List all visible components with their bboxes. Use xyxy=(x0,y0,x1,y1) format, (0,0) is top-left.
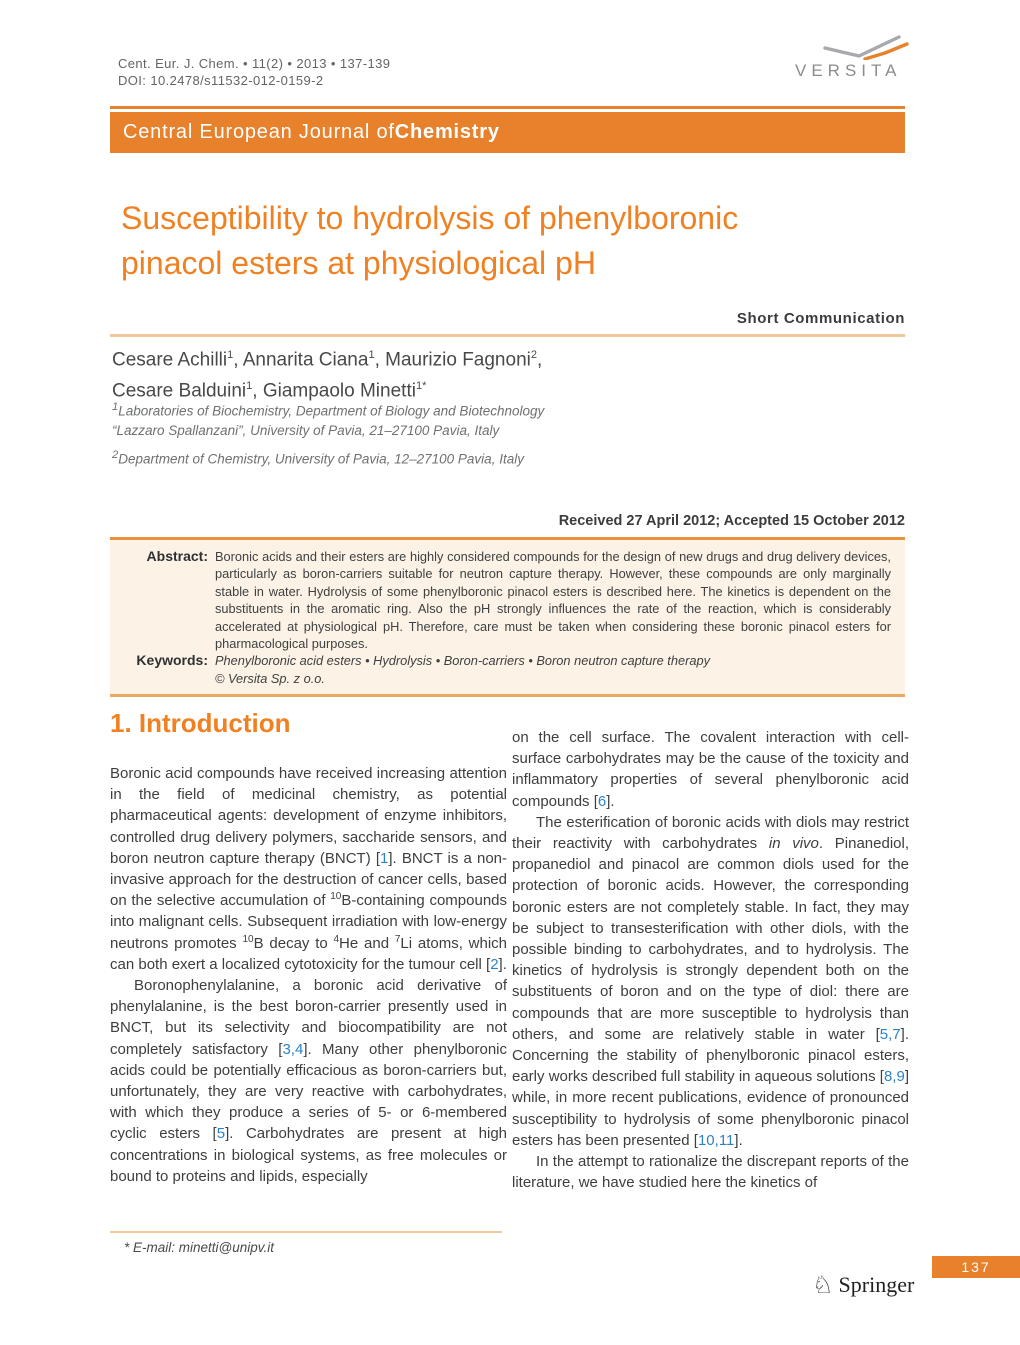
footnote-divider xyxy=(110,1231,502,1233)
article-type-label: Short Communication xyxy=(736,310,905,327)
superscript: 1 xyxy=(227,349,234,361)
springer-logo xyxy=(812,1272,914,1298)
text-run: on the cell surface. The covalent interaction with cell-surface carbohydrates may be the cause of the toxicity and inflammatory properties of several phenylboronic acid compounds [ xyxy=(512,729,909,810)
keywords-list: Phenylboronic acid esters • Hydrolysis • Boron-carriers • Boron neutron capture therapy xyxy=(215,653,710,669)
abstract-label: Abstract: xyxy=(146,548,208,564)
text-run: The esterification of boronic acids with diols may restrict their reactivity with carbohydrates xyxy=(512,813,909,853)
text-run: . Pinanediol, propanediol and pinacol are common diols used for the protection of boronic acids. However, the corresponding boronic esters are not completely stable. In fact, they may be subject to transesterification with other diols, with the possible binding to carbohydrates, and to hydrolysis. The kinetics of hydrolysis is strongly dependent both on the substituents of boron and on the type of diol: there are compounds that are more susceptible to hydrolysis than others, and some are relatively stable in water [ xyxy=(512,835,909,1043)
superscript: 2 xyxy=(530,349,537,361)
body-column-right xyxy=(512,727,909,1193)
authors-line-1 xyxy=(112,342,542,373)
paragraph xyxy=(512,727,909,812)
affiliation-1-line-1 xyxy=(112,398,544,421)
text-run: Li atoms, which can both exert a localized cytotoxicity for the tumour cell [ xyxy=(110,934,507,973)
abstract-text: Boronic acids and their esters are highly considered compounds for the design of new drugs and drug delivery devices, particularly as boron-carriers suitable for neutron capture therapy. However, these compounds are only marginally stable in water. Hydrolysis of some phenylboronic pinacol esters is described here. The kinetics is dependent on the substituents in the aromatic ring. Also the pH strongly influences the rate of the reaction, which is considerably accelerated at physiological pH. Therefore, care must be taken when considering these boronic pinacol esters for pharmacological purposes. xyxy=(215,549,891,652)
text-run: , Maurizio Fagnoni xyxy=(374,349,531,371)
text-run: Cesare Balduini xyxy=(112,380,247,402)
citation-link[interactable]: 5 xyxy=(216,1125,226,1143)
text-run: Cesare Achilli xyxy=(112,349,228,371)
superscript: 2 xyxy=(112,449,119,461)
versita-wordmark: VERSITA xyxy=(795,61,902,80)
superscript: 4 xyxy=(333,933,340,945)
citation-link[interactable]: 8,9 xyxy=(883,1068,905,1086)
text-run: , Giampaolo Minetti xyxy=(252,380,416,402)
banner-title-bold: Chemistry xyxy=(394,121,500,143)
superscript: 10 xyxy=(242,933,254,945)
title-line-2: pinacol esters at physiological pH xyxy=(121,245,596,281)
text-run: ]. Concerning the stability of phenylboronic pinacol esters, early works described full stability in aqueous solutions [ xyxy=(512,1025,909,1086)
text-run: B-containing compounds into malignant cells. Subsequent irradiation with low-energy neutrons promotes xyxy=(110,892,508,952)
text-run: ]. xyxy=(606,792,615,810)
citation-link[interactable]: 10,11 xyxy=(697,1131,735,1149)
paragraph xyxy=(512,1151,909,1193)
page-number-badge: 137 xyxy=(932,1256,1020,1278)
citation-link[interactable]: 5,7 xyxy=(879,1025,901,1043)
text-run: ]. Many other phenylboronic acids could be potentially efficacious as boron-carriers but, unfortunately, they are very reactive with carbohydrates, with which they produce a series of 5- or 6-membered cyclic esters [ xyxy=(110,1040,507,1143)
affiliation-1 xyxy=(112,398,544,440)
superscript: 1* xyxy=(415,380,427,393)
journal-reference xyxy=(118,55,390,89)
springer-wordmark: Springer xyxy=(838,1272,915,1297)
text-run: ]. xyxy=(734,1131,743,1149)
keywords-label: Keywords: xyxy=(136,652,208,669)
text-run: ]. xyxy=(498,955,507,973)
text-run: Department of Chemistry, University of Pavia, 12–27100 Pavia, Italy xyxy=(118,451,524,467)
superscript: 1 xyxy=(112,401,119,413)
authors xyxy=(112,342,542,405)
citation-link[interactable]: 3,4 xyxy=(282,1040,304,1058)
superscript: 1 xyxy=(368,349,375,361)
authors-divider xyxy=(110,334,905,337)
springer-horse-icon: ♘ xyxy=(812,1271,834,1299)
title-line-1: Susceptibility to hydrolysis of phenylboronic xyxy=(121,200,739,236)
citation-link[interactable]: 2 xyxy=(490,955,499,973)
copyright-line: © Versita Sp. z o.o. xyxy=(215,670,325,686)
text-run: Boronophenylalanine, a boronic acid derivative of phenylalanine, is the best boron-carrier presently used in BNCT, but its selectivity and biocompatibility are not completely satisfactory [ xyxy=(110,977,507,1058)
text-run: B decay to xyxy=(253,934,334,952)
paragraph xyxy=(110,975,507,1187)
text-run: In the attempt to rationalize the discrepant reports of the literature, we have studied here the kinetics of xyxy=(512,1153,909,1192)
citation-link[interactable]: 1 xyxy=(380,849,389,867)
paragraph xyxy=(110,763,507,975)
superscript: 1 xyxy=(246,380,253,393)
journal-banner xyxy=(110,112,905,153)
article-title xyxy=(121,196,738,286)
affiliation-1-line-2: “Lazzaro Spallanzani”, University of Pavia, 21–27100 Pavia, Italy xyxy=(112,422,500,438)
banner-title-prefix: Central European Journal of xyxy=(123,121,395,143)
text-run: , Annarita Ciana xyxy=(233,349,369,371)
body-column-left xyxy=(110,763,507,1187)
versita-swoosh-icon xyxy=(823,34,915,60)
keywords-block xyxy=(215,652,891,687)
text-run: ]. Carbohydrates are present at high concentrations in biological systems, as free molecules or bound to proteins and lipids, especially xyxy=(110,1125,508,1185)
paragraph xyxy=(512,812,909,1151)
text-run: , xyxy=(536,349,543,371)
banner-top-stripe xyxy=(110,106,905,109)
text-run: ] while, in more recent publications, evidence of pronounced susceptibility to hydrolysis of some phenylboronic pinacol esters has been presented [ xyxy=(512,1068,909,1149)
citation-line: Cent. Eur. J. Chem. • 11(2) • 2013 • 137-139 xyxy=(118,56,391,71)
received-accepted-line: Received 27 April 2012; Accepted 15 October 2012 xyxy=(558,513,905,529)
superscript: 10 xyxy=(330,891,342,903)
text-run: Boronic acid compounds have received increasing attention in the field of medicinal chemistry, as potential pharmaceutical agents: development of enzyme inhibitors, controlled drug delivery polymers, saccharide sensors, and boron neutron capture therapy (BNCT) [ xyxy=(110,765,507,867)
text-run: He and xyxy=(339,934,395,952)
superscript: 7 xyxy=(394,933,401,945)
italic-text: in vivo xyxy=(768,835,819,853)
email-footnote: * E-mail: minetti@unipv.it xyxy=(124,1240,274,1255)
versita-logo xyxy=(795,34,915,81)
text-run: Laboratories of Biochemistry, Department of Biology and Biotechnology xyxy=(118,403,545,419)
citation-link[interactable]: 6 xyxy=(597,792,607,810)
affiliation-2 xyxy=(112,446,524,469)
abstract-box xyxy=(110,537,905,697)
section-heading-introduction: 1. Introduction xyxy=(110,708,291,738)
doi-line: DOI: 10.2478/s11532-012-0159-2 xyxy=(118,73,324,88)
text-run: ]. BNCT is a non-invasive approach for the destruction of cancer cells, based on the selective accumulation of xyxy=(110,849,507,910)
